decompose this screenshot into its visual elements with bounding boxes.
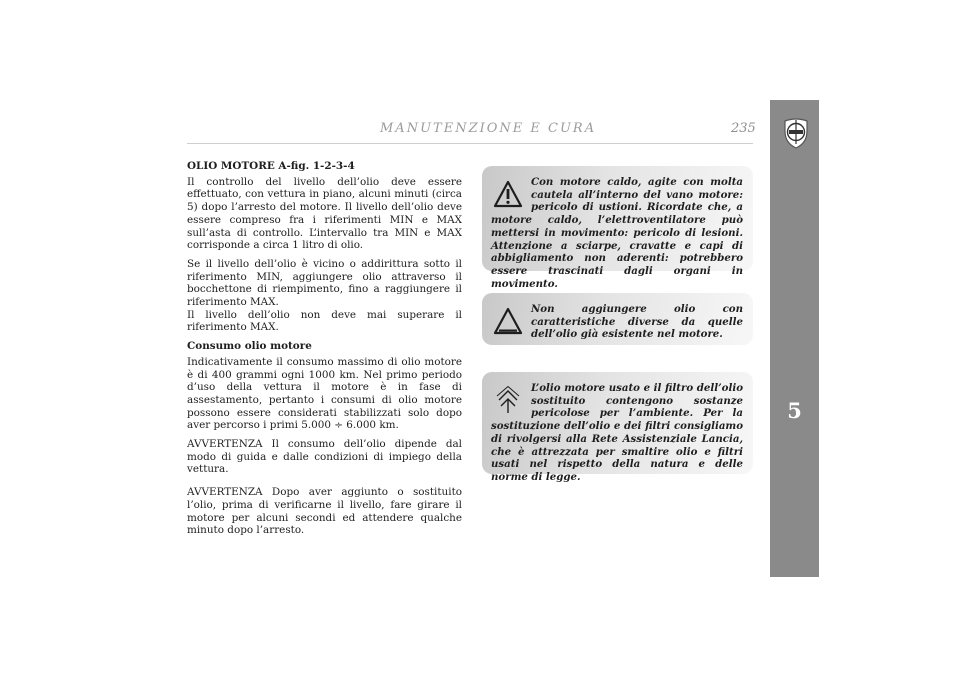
paragraph: AVVERTENZA Il consumo dell’olio dipende dal modo di guida e dalle condizioni di impiego della vettura.: [187, 438, 462, 476]
environment-note-text: L’olio motore usato e il filtro dell’olio sostituito contengono sostanze pericolose per l’ambiente. Per la sostituzione dell’olio e dei filtri consigliamo di rivolgersi alla Rete Assistenziale Lancia, che è attrezzata per smaltire olio e filtri usati nel rispetto della natura e delle norme di legge.: [491, 382, 743, 483]
subsection-heading: Consumo olio motore: [187, 340, 312, 353]
paragraph: Il controllo del livello dell’olio deve essere effettuato, con vettura in piano, alcuni minuti (circa 5) dopo l’arresto del motore. Il livello dell’olio deve essere compreso fra i riferimenti MIN e MAX sull’asta di controllo. L’intervallo tra MIN e MAX corrisponde a circa 1 litro di olio.: [187, 175, 462, 252]
environment-note: [482, 372, 753, 483]
paragraph: Il livello dell’olio non deve mai superare il riferimento MAX.: [187, 308, 462, 334]
header-divider: [187, 143, 753, 144]
caution-triangle-icon: [493, 307, 523, 335]
page-number: 235: [731, 121, 756, 136]
paragraph: Indicativamente il consumo massimo di olio motore è di 400 grammi ogni 1000 km. Nel primo periodo d’uso della vettura il motore è in fase di assestamento, pertanto i consumi di olio motore possono essere considerati stabilizzati solo dopo aver percorso i primi 5.000 ÷ 6.000 km.: [187, 355, 462, 432]
warning-note: [482, 166, 753, 290]
main-text-column: [187, 160, 462, 543]
chapter-number: 5: [787, 398, 802, 423]
warning-note-text: Con motore caldo, agite con molta cautela all’interno del vano motore: pericolo di ustioni. Ricordate che, a motore caldo, l’elettroventilatore può mettersi in movimento: pericolo di lesioni. Attenzione a sciarpe, cravatte e capi di abbigliamento non aderenti: potrebbero essere trascinati dagli organi in movimento.: [491, 176, 743, 290]
lancia-logo-icon: [781, 117, 811, 149]
environment-recycle-icon: [493, 386, 523, 414]
chapter-sidebar: [770, 100, 819, 577]
section-heading: OLIO MOTORE A-fig. 1-2-3-4: [187, 160, 355, 172]
header-title: MANUTENZIONE E CURA: [380, 121, 597, 136]
caution-note: [482, 293, 753, 345]
paragraph: AVVERTENZA Dopo aver aggiunto o sostituito l’olio, prima di verificarne il livello, fare girare il motore per alcuni secondi ed attendere qualche minuto dopo l’arresto.: [187, 486, 462, 537]
paragraph: Se il livello dell’olio è vicino o addirittura sotto il riferimento MIN, aggiungere olio attraverso il bocchettone di riempimento, fino a raggiungere il riferimento MAX.: [187, 257, 462, 309]
warning-exclamation-icon: [493, 180, 523, 208]
caution-note-text: Non aggiungere olio con caratteristiche diverse da quelle dell’olio già esistente nel motore.: [531, 303, 743, 341]
